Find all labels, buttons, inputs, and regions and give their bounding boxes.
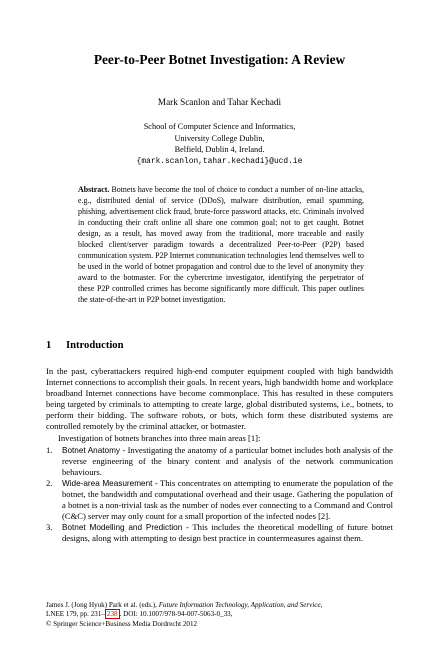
footnote-line xyxy=(46,601,406,610)
abstract-text: Botnets have become the tool of choice to conduct a number of on-line attacks, e.g., distributed denial of service (DDoS), malware distribution, email spamming, phishing, advertisement click fraud, brute-force password attacks, etc. Criminals involved in conducting their craft online all share one common goal; not to get caught. Botnet design, as a result, has moved away from the traditional, more traceable and easily blocked client/server paradigm towards a decentralized Peer-to-Peer (P2P) based communication system. P2P Internet communication technologies lend themselves well to be used in the world of botnet propagation and control due to the level of anonymity they award to the botmaster. For the cybercrime investigator, identifying the perpetrator of these P2P controlled crimes has become significantly more difficult. This paper outlines the state-of-the-art in P2P botnet investigation. xyxy=(78,185,364,304)
footnote-line xyxy=(46,610,406,619)
paper-title: Peer-to-Peer Botnet Investigation: A Review xyxy=(93,52,346,67)
section-number: 1 xyxy=(46,340,52,351)
list-text: - This includes the theoretical modelling of future botnet designs, along with attempting to design best practice in countermeasures against them. xyxy=(62,522,394,544)
list-item xyxy=(46,478,393,522)
affiliation-line: University College Dublin, xyxy=(174,133,265,143)
list-text: - Investigating the anatomy of a particular botnet includes both analysis of the reverse engineering of the binary content and analysis of the network communication behaviours. xyxy=(62,444,394,477)
footnote-copyright: © Springer Science+Business Media Dordrecht 2012 xyxy=(46,619,198,628)
list-text: - This concentrates on attempting to enumerate the population of the botnet, the bandwidth and computational overhead and their usage. Gathering the population of a botnet is a non-trivial task as the number of nodes ever connecting to a Command and Control (C&C) server may only count for a small proportion of the infected nodes [2]. xyxy=(62,477,393,522)
list-term: Botnet Anatomy xyxy=(62,445,121,455)
areas-list xyxy=(46,445,393,545)
list-term: Wide-area Measurement xyxy=(62,478,153,488)
author-email: {mark.scanlon,tahar.kechadi}@ucd.ie xyxy=(136,156,303,166)
footnote-pages: LNEE 179, pp. 231– xyxy=(46,610,105,619)
abstract xyxy=(78,185,364,305)
abstract-label: Abstract. xyxy=(78,185,110,194)
section-heading xyxy=(46,339,406,352)
list-item xyxy=(46,445,393,478)
footnote-book-title: Future Information Technology, Application, and Service, xyxy=(158,601,323,609)
list-item xyxy=(46,522,393,544)
affiliation-block xyxy=(0,121,439,167)
intro-paragraph: In the past, cyberattackers required high-end computer equipment coupled with high bandwidth Internet connections to accomplish their goals. In recent years, high bandwidth home and workplace broadband Internet connections have become commonplace. This has resulted in these computers being targeted by criminals to attempting to create large, global distributed systems, i.e., botnets, to perform their bidding. The software robots, or bots, which form these distributed systems are controlled remotely by the criminal attacker, or botmaster. xyxy=(46,366,393,432)
page-link[interactable]: 238 xyxy=(106,610,118,619)
publication-footnote xyxy=(46,601,406,629)
list-number: 3. xyxy=(46,522,53,533)
author-list: Mark Scanlon and Tahar Kechadi xyxy=(157,97,282,107)
section-body xyxy=(46,366,393,545)
footnote-editors: James J. (Jong Hyuk) Park et al. (eds.), xyxy=(46,601,159,609)
section-title: Introduction xyxy=(66,340,124,351)
list-number: 2. xyxy=(46,477,53,488)
list-term: Botnet Modelling and Prediction xyxy=(62,523,183,533)
list-number: 1. xyxy=(46,444,53,455)
affiliation-line: Belfield, Dublin 4, Ireland. xyxy=(174,145,265,155)
intro-paragraph: Investigation of botnets branches into three main areas [1]: xyxy=(58,432,261,443)
footnote-doi: . DOI: 10.1007/978-94-007-5063-0_33, xyxy=(119,610,233,619)
affiliation-line: School of Computer Science and Informatics, xyxy=(143,122,296,131)
